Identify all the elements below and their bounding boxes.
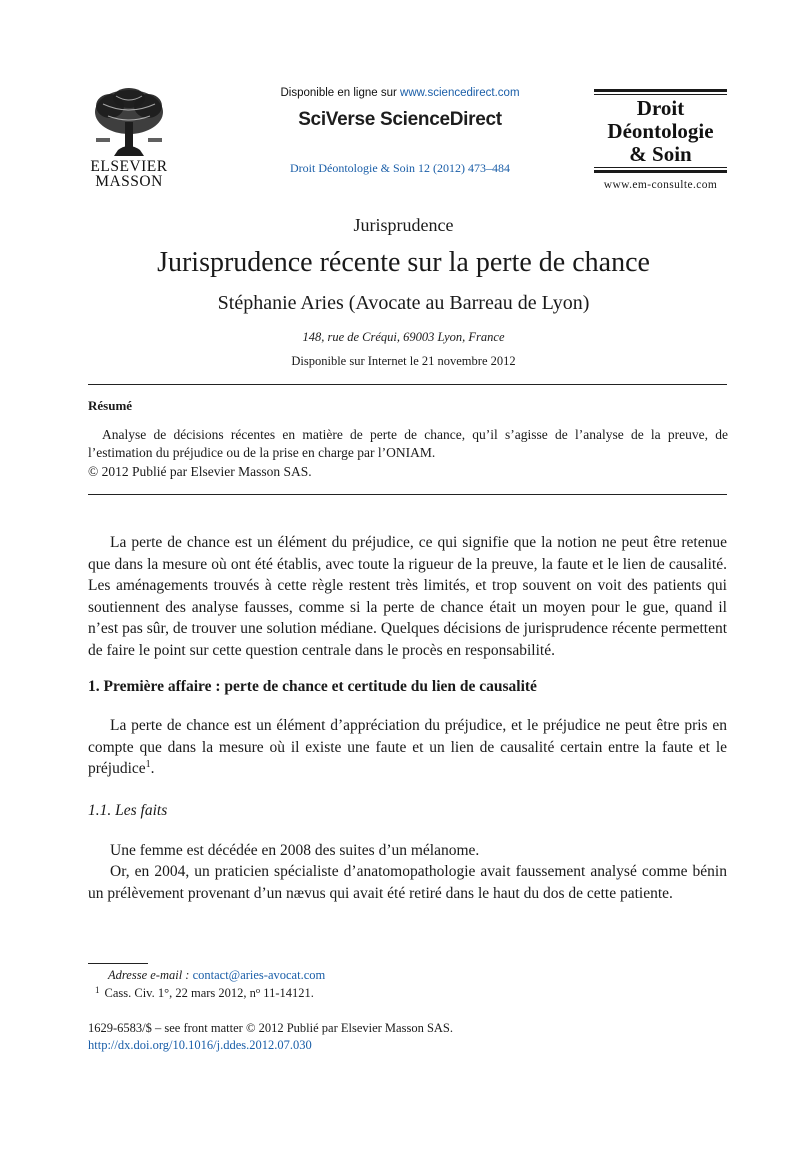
author-email-link[interactable]: contact@aries-avocat.com [192, 968, 326, 982]
section-1-text: La perte de chance est un élément d’appréciation du préjudice, et le préjudice ne peut être pris en compte que dans la mesure où il existe une faute et un lien de causalité certain entre la faute et le préjudice [88, 717, 727, 777]
footnote-1-text-b: 11-14121. [260, 986, 314, 1000]
email-footnote [108, 968, 325, 983]
article-author: Stéphanie Aries (Avocate au Barreau de Lyon) [217, 292, 590, 314]
abstract-bottom-rule [88, 494, 727, 495]
online-date: Disponible sur Internet le 21 novembre 2012 [291, 354, 516, 368]
footnote-1-number: 1 [95, 985, 100, 995]
availability-line [200, 87, 600, 99]
elsevier-tree-icon [88, 86, 170, 158]
journal-reference-link[interactable]: Droit Déontologie & Soin 12 (2012) 473–484 [290, 161, 510, 175]
abstract-copyright: © 2012 Publié par Elsevier Masson SAS. [88, 464, 312, 479]
issn-line: 1629-6583/$ – see front matter © 2012 Publié par Elsevier Masson SAS. [88, 1021, 454, 1035]
logo-text-line1: ELSEVIER [90, 158, 168, 175]
sciencedirect-link[interactable]: www.sciencedirect.com [400, 87, 520, 99]
abstract-top-rule [88, 384, 727, 385]
facts-paragraph-1: Une femme est décédée en 2008 des suites d’un mélanome. [110, 842, 480, 859]
email-label: Adresse e-mail : [108, 968, 190, 982]
section-1-paragraph [88, 715, 727, 780]
footnote-ref-1[interactable]: 1 [145, 759, 151, 770]
section-1-heading: 1. Première affaire : perte de chance et certitude du lien de causalité [88, 678, 537, 695]
availability-prefix: Disponible en ligne sur [280, 87, 401, 99]
journal-logo [594, 89, 727, 173]
platform-name: SciVerse ScienceDirect [298, 109, 502, 130]
abstract-text: Analyse de décisions récentes en matière de perte de chance, qu’il s’agisse de l’analyse de la preuve, de l’estimation du préjudice ou de la prise en charge par l’ONIAM. [88, 427, 728, 460]
elsevier-masson-logo [88, 86, 170, 190]
footnote-1-superscript: o [255, 985, 261, 995]
author-address: 148, rue de Créqui, 69003 Lyon, France [302, 330, 505, 344]
footnote-rule [88, 963, 148, 964]
journal-logo-line3: & Soin [629, 142, 692, 166]
doi-link[interactable]: http://dx.doi.org/10.1016/j.ddes.2012.07.030 [88, 1038, 312, 1052]
section-1-text-end: . [150, 760, 155, 777]
footnote-1-text-a: Cass. Civ. 1°, 22 mars 2012, n [104, 986, 256, 1000]
article-title: Jurisprudence récente sur la perte de chance [157, 247, 650, 278]
journal-logo-line1: Droit [636, 96, 685, 120]
journal-logo-line2: Déontologie [607, 119, 714, 143]
facts-paragraph-2: Or, en 2004, un praticien spécialiste d’anatomopathologie avait faussement analysé comme bénin un prélèvement provenant d’un nævus qui avait été retiré dans le haut du dos de cette patiente. [88, 863, 727, 902]
footnote-1 [95, 985, 314, 1001]
intro-paragraph: La perte de chance est un élément du préjudice, ce qui signifie que la notion ne peut être retenue que dans la mesure où ont été établis, avec toute la rigueur de la preuve, la faute et le lien de causalité. Les aménagements trouvés à cette règle restent très limités, et trop souvent on voit des patients qui soutiennent des analyse fausses, comme si la perte de chance était un moyen pour le gue, quand il n’est pas sûr, de trouver une solution médiane. Quelques décisions de jurisprudence récente permettent de faire le point sur cette question centrale dans le procès en responsabilité. [88, 534, 727, 659]
abstract-heading: Résumé [88, 398, 133, 413]
logo-text-line2: MASSON [95, 173, 163, 190]
subsection-1-1-heading: 1.1. Les faits [88, 802, 168, 819]
journal-site-link[interactable]: www.em-consulte.com [603, 179, 718, 191]
article-section: Jurisprudence [353, 215, 454, 235]
